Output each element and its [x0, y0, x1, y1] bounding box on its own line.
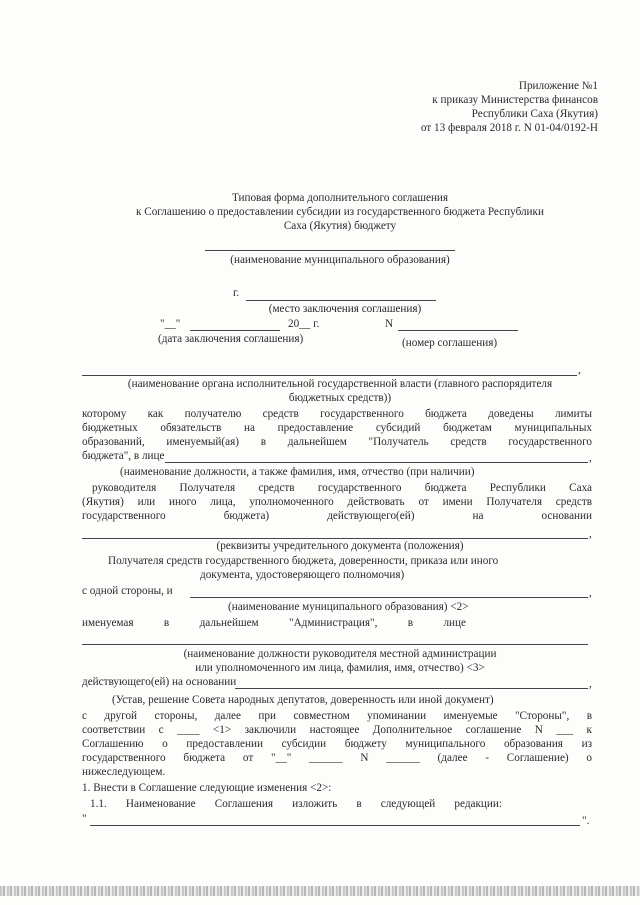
body-text: с другой стороны, далее при совместном упоминании именуемые "Стороны", в — [82, 710, 592, 722]
organ-label-2: бюджетных средств)) — [288, 392, 392, 404]
municipality2-label: (наименование муниципального образования) <2> — [228, 601, 469, 613]
appendix-order: к приказу Министерства финансов — [432, 94, 598, 106]
date-quote: "__" — [160, 318, 181, 330]
item-1: 1. Внести в Соглашение следующие изменения <2>: — [82, 782, 332, 794]
title-line-3: Саха (Якутия) бюджету — [283, 220, 397, 232]
body-text: действующего(ей) на основании — [82, 676, 237, 688]
place-label: (место заключения соглашения) — [268, 303, 422, 315]
basis-blank — [82, 538, 588, 539]
title-line-1: Типовая форма дополнительного соглашения — [231, 192, 449, 204]
city-prefix: г. — [233, 287, 240, 299]
basis-comma: , — [589, 528, 592, 540]
organ-blank — [82, 375, 577, 376]
body-text: государственного бюджета) действующего(ей) на основании — [82, 510, 592, 522]
number-blank — [398, 330, 518, 331]
body-text: нижеследующем. — [82, 766, 166, 778]
appendix-date: от 13 февраля 2018 г. N 01-04/0192-Н — [420, 122, 598, 134]
new-name-blank — [90, 825, 580, 826]
number-label: (номер соглашения) — [402, 337, 498, 349]
position-comma: , — [589, 452, 592, 464]
quote-open: " — [82, 813, 87, 825]
organ-label-1: (наименование органа исполнительной государственной власти (главного распорядителя — [127, 378, 553, 390]
municipality-label: (наименование муниципального образования) — [230, 254, 450, 266]
date-month-blank — [190, 330, 280, 331]
date-label: (дата заключения соглашения) — [158, 333, 304, 345]
body-text: документа, удостоверяющего полномочия) — [200, 569, 405, 581]
position-label: (наименование должности, а также фамилия, имя, отчество (при наличии) — [120, 466, 475, 478]
body-text: которому как получателю средств государственного бюджета доведены лимиты — [82, 408, 592, 420]
head-blank — [82, 644, 588, 645]
body-text: образований, именуемый(ая) в дальнейшем "Получатель средств государственного — [82, 436, 592, 448]
organ-comma: , — [578, 364, 581, 376]
head-label-2: или уполномоченного им лица, фамилия, имя, отчество) <3> — [195, 662, 485, 674]
item-1-1: 1.1. Наименование Соглашения изложить в следующей редакции: — [90, 798, 502, 810]
requisites-label: (реквизиты учредительного документа (положения) — [216, 540, 464, 552]
body-text: (Якутия) или иного лица, уполномоченного действовать от имени Получателя средств — [82, 496, 592, 508]
body-text: именуемая в дальнейшем "Администрация", в лице — [82, 617, 466, 629]
appendix-republic: Республики Саха (Якутия) — [471, 108, 598, 120]
grounds-blank — [235, 688, 588, 689]
municipality-blank — [205, 250, 455, 251]
body-text: Соглашению о предоставлении субсидии бюджету муниципального образования из — [82, 738, 592, 750]
quote-close: ". — [582, 815, 590, 827]
position-blank — [165, 462, 588, 463]
head-label-1: (наименование должности руководителя местной администрации — [183, 648, 497, 660]
scan-edge-noise — [0, 886, 640, 896]
body-text: бюджетных обязательств на предоставление субсидий бюджетам муниципальных — [82, 422, 592, 434]
number-sign: N — [385, 318, 394, 330]
body-text: с одной стороны, и — [82, 585, 173, 597]
year: 20__ г. — [288, 318, 320, 330]
body-text: Получателя средств государственного бюджета, доверенности, приказа или иного — [108, 555, 499, 567]
body-text: соответствии с ____ <1> заключили настоящее Дополнительное соглашение N ___ к — [82, 724, 592, 736]
grounds-comma: , — [589, 678, 592, 690]
party2-comma: , — [589, 587, 592, 599]
appendix-number: Приложение №1 — [518, 80, 598, 92]
body-text: руководителя Получателя средств государственного бюджета Республики Саха — [92, 482, 592, 494]
body-text: государственного бюджета от "__" ______ N ______ (далее - Соглашение) о — [82, 752, 592, 764]
body-text: бюджета", в лице — [82, 450, 165, 462]
place-blank — [246, 300, 436, 301]
title-line-2: к Соглашению о предоставлении субсидии из государственного бюджета Республики — [136, 206, 544, 218]
ustav-label: (Устав, решение Совета народных депутатов, доверенность или иной документ) — [112, 694, 494, 706]
party2-blank — [190, 597, 588, 598]
